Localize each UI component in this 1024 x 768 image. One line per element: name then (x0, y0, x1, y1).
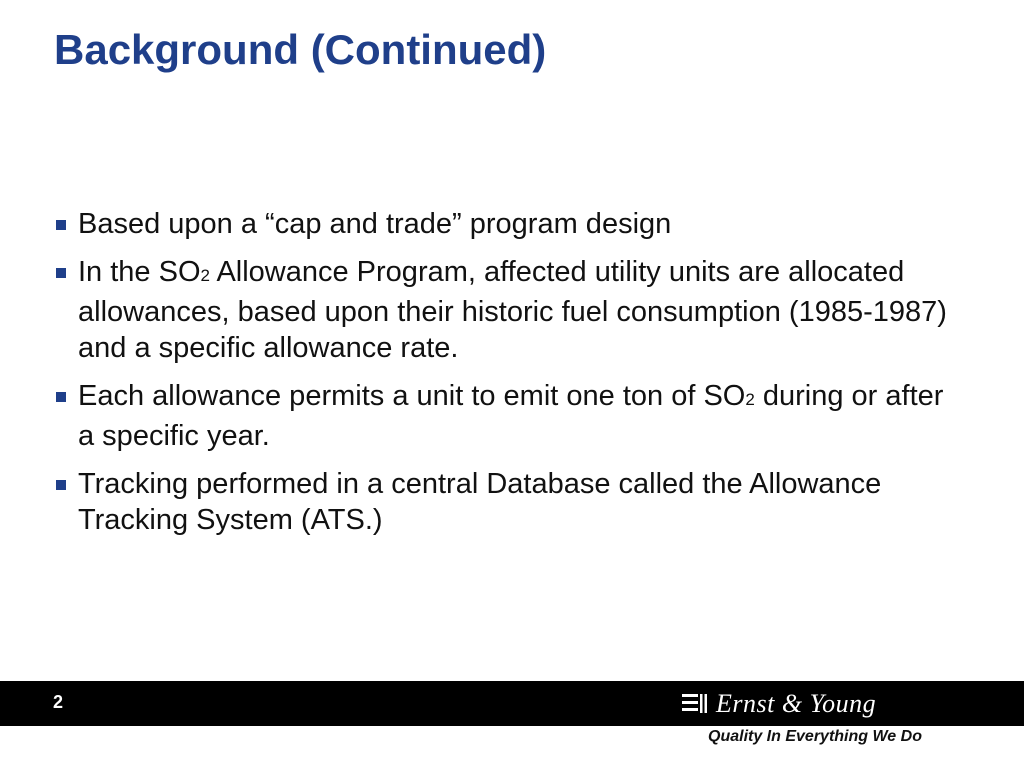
subscript: 2 (745, 390, 755, 409)
footer-bar (0, 681, 1024, 726)
bullet-text-end: during or after a specific year. (78, 380, 944, 452)
slide-title: Background (Continued) (54, 26, 547, 73)
bullet-text: Based upon a “cap and trade” program design (78, 208, 672, 240)
subscript: 2 (200, 266, 210, 285)
bullet-text: Tracking performed in a central Database called the Allowance Tracking System (ATS.) (78, 468, 882, 536)
bullet-list (54, 206, 954, 550)
company-logo (680, 689, 876, 719)
bullet-text-end: Allowance Program, affected utility units are allocated allowances, based upon their historic fuel consumption (1985-1987) and a specific allowance rate. (78, 256, 947, 364)
square-bullet-icon (56, 392, 66, 402)
bullet-text-start: Each allowance permits a unit to emit one ton of SO (78, 380, 746, 412)
logo-mark-icon (680, 691, 708, 717)
page-number: 2 (53, 692, 64, 712)
bullet-item (54, 206, 954, 242)
logo-text: Ernst & Young (716, 689, 877, 718)
tagline: Quality In Everything We Do (708, 728, 922, 745)
bullet-item (54, 254, 954, 366)
bullet-item (54, 466, 954, 538)
bullet-item (54, 378, 954, 454)
bullet-text-start: In the SO (78, 256, 201, 288)
square-bullet-icon (56, 268, 66, 278)
square-bullet-icon (56, 220, 66, 230)
square-bullet-icon (56, 480, 66, 490)
